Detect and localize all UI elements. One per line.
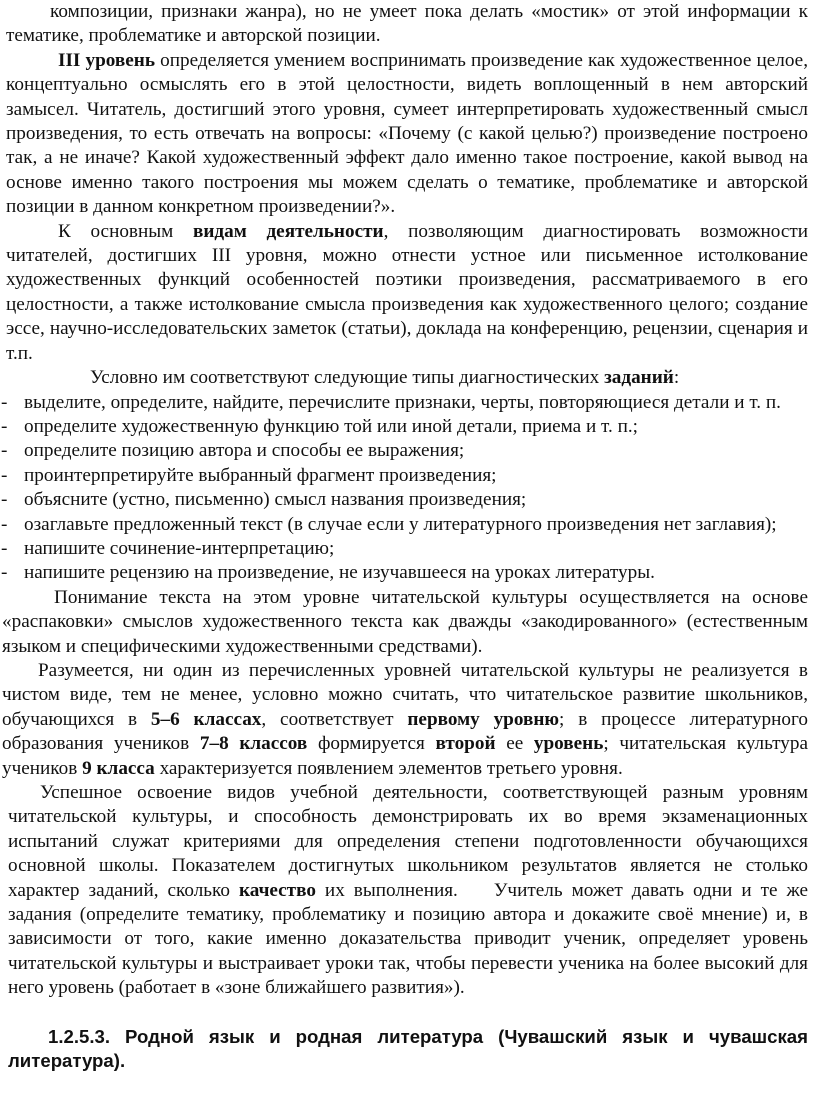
list-item: - определите позицию автора и способы ее выражения; — [1, 440, 465, 462]
list-item: - объясните (устно, письменно) смысл названия произведения; — [1, 489, 527, 511]
paragraph-activity-types: К основным видам деятельности, позволяющим диагностировать возможности читателей, достигших III уровня, можно отнести устное или письменное истолкование художественных функций особенностей поэтики произведения, рассматриваемого в его целостности, а также истолкование смысла произведения как художественного целого; создание эссе, научно-исследовательских заметок (статьи), доклада на конференцию, рецензии, сценария и т.п. — [6, 220, 808, 364]
activity-types-term: видам деятельности — [193, 220, 384, 242]
quality-term: качество — [238, 879, 316, 901]
list-item: - проинтерпретируйте выбранный фрагмент произведения; — [1, 464, 497, 486]
section-number: 1.2.5.3. — [48, 1025, 111, 1047]
paragraph-level3: III уровень определяется умением воспринимать произведение как художественное целое, концептуально осмыслять его в этой целостности, видеть воплощенный в нем авторский замысел. Читатель, достигший этого уровня, сумеет интерпретировать художественный смысл произведения, то есть отвечать на вопросы: «Почему (с какой целью?) произведение построено так, а не иначе? Какой художественный эффект дало именно такое построение, какой вывод на основе именно такого построения мы можем сделать о тематике, проблематике и авторской позиции в данном конкретном произведении?». — [6, 49, 808, 218]
list-item: - напишите рецензию на произведение, не изучавшееся на уроках литературы. — [1, 562, 655, 584]
paragraph-understanding: Понимание текста на этом уровне читательской культуры осуществляется на основе «распаковки» смыслов художественного текста как дважды «закодированного» (естественным языком и специфическими художественными средствами). — [2, 586, 808, 657]
list-item: - напишите сочинение-интерпретацию; — [1, 537, 335, 559]
paragraph-level2-end: композиции, признаки жанра), но не умеет пока делать «мостик» от этой информации к тематике, проблематике и авторской позиции. — [6, 1, 808, 47]
level3-label: III уровень — [58, 49, 156, 71]
task-list — [0, 391, 816, 586]
list-item: - определите художественную функцию той или иной детали, приема и т. п.; — [1, 415, 638, 437]
section-heading — [0, 1025, 816, 1074]
paragraph-levels-by-grade: Разумеется, ни один из перечисленных уровней читательской культуры не реализуется в чистом виде, тем не менее, условно можно считать, что читательское развитие школьников, обучающихся в 5–6 классах, соответствует первому уровню; в процессе литературного образования учеников 7–8 классов формируется второй ее уровень; читательская культура учеников 9 класса характеризуется появлением элементов третьего уровня. — [2, 659, 809, 779]
paragraph-assessment: Успешное освоение видов учебной деятельности, соответствующей разным уровням читательской культуры, и способность демонстрировать их во время экзаменационных испытаний служат критериями для определения степени подготовленности обучающихся основной школы. Показателем достигнутых школьником результатов является не столько характер заданий, сколько качество их выполнения. Учитель может давать одни и те же задания (определите тематику, проблематику и позицию автора и докажите своё мнение) и, в зависимости от того, какие именно доказательства приводит ученик, определяет уровень читательской культуры и выстраивает уроки так, чтобы перевести ученика на более высокий для него уровень (работает в «зоне ближайшего развития»). — [8, 782, 813, 999]
list-item: - выделите, определите, найдите, перечислите признаки, черты, повторяющиеся детали и т. п. — [1, 391, 781, 413]
section-title: Родной язык и родная литература (Чувашский язык и чувашская литература). — [8, 1025, 814, 1072]
tasks-term: заданий — [604, 367, 674, 389]
paragraph-task-types-intro: Условно им соответствуют следующие типы диагностических заданий: — [90, 367, 680, 389]
list-item: - озаглавьте предложенный текст (в случае если у литературного произведения нет заглавия); — [1, 513, 777, 535]
